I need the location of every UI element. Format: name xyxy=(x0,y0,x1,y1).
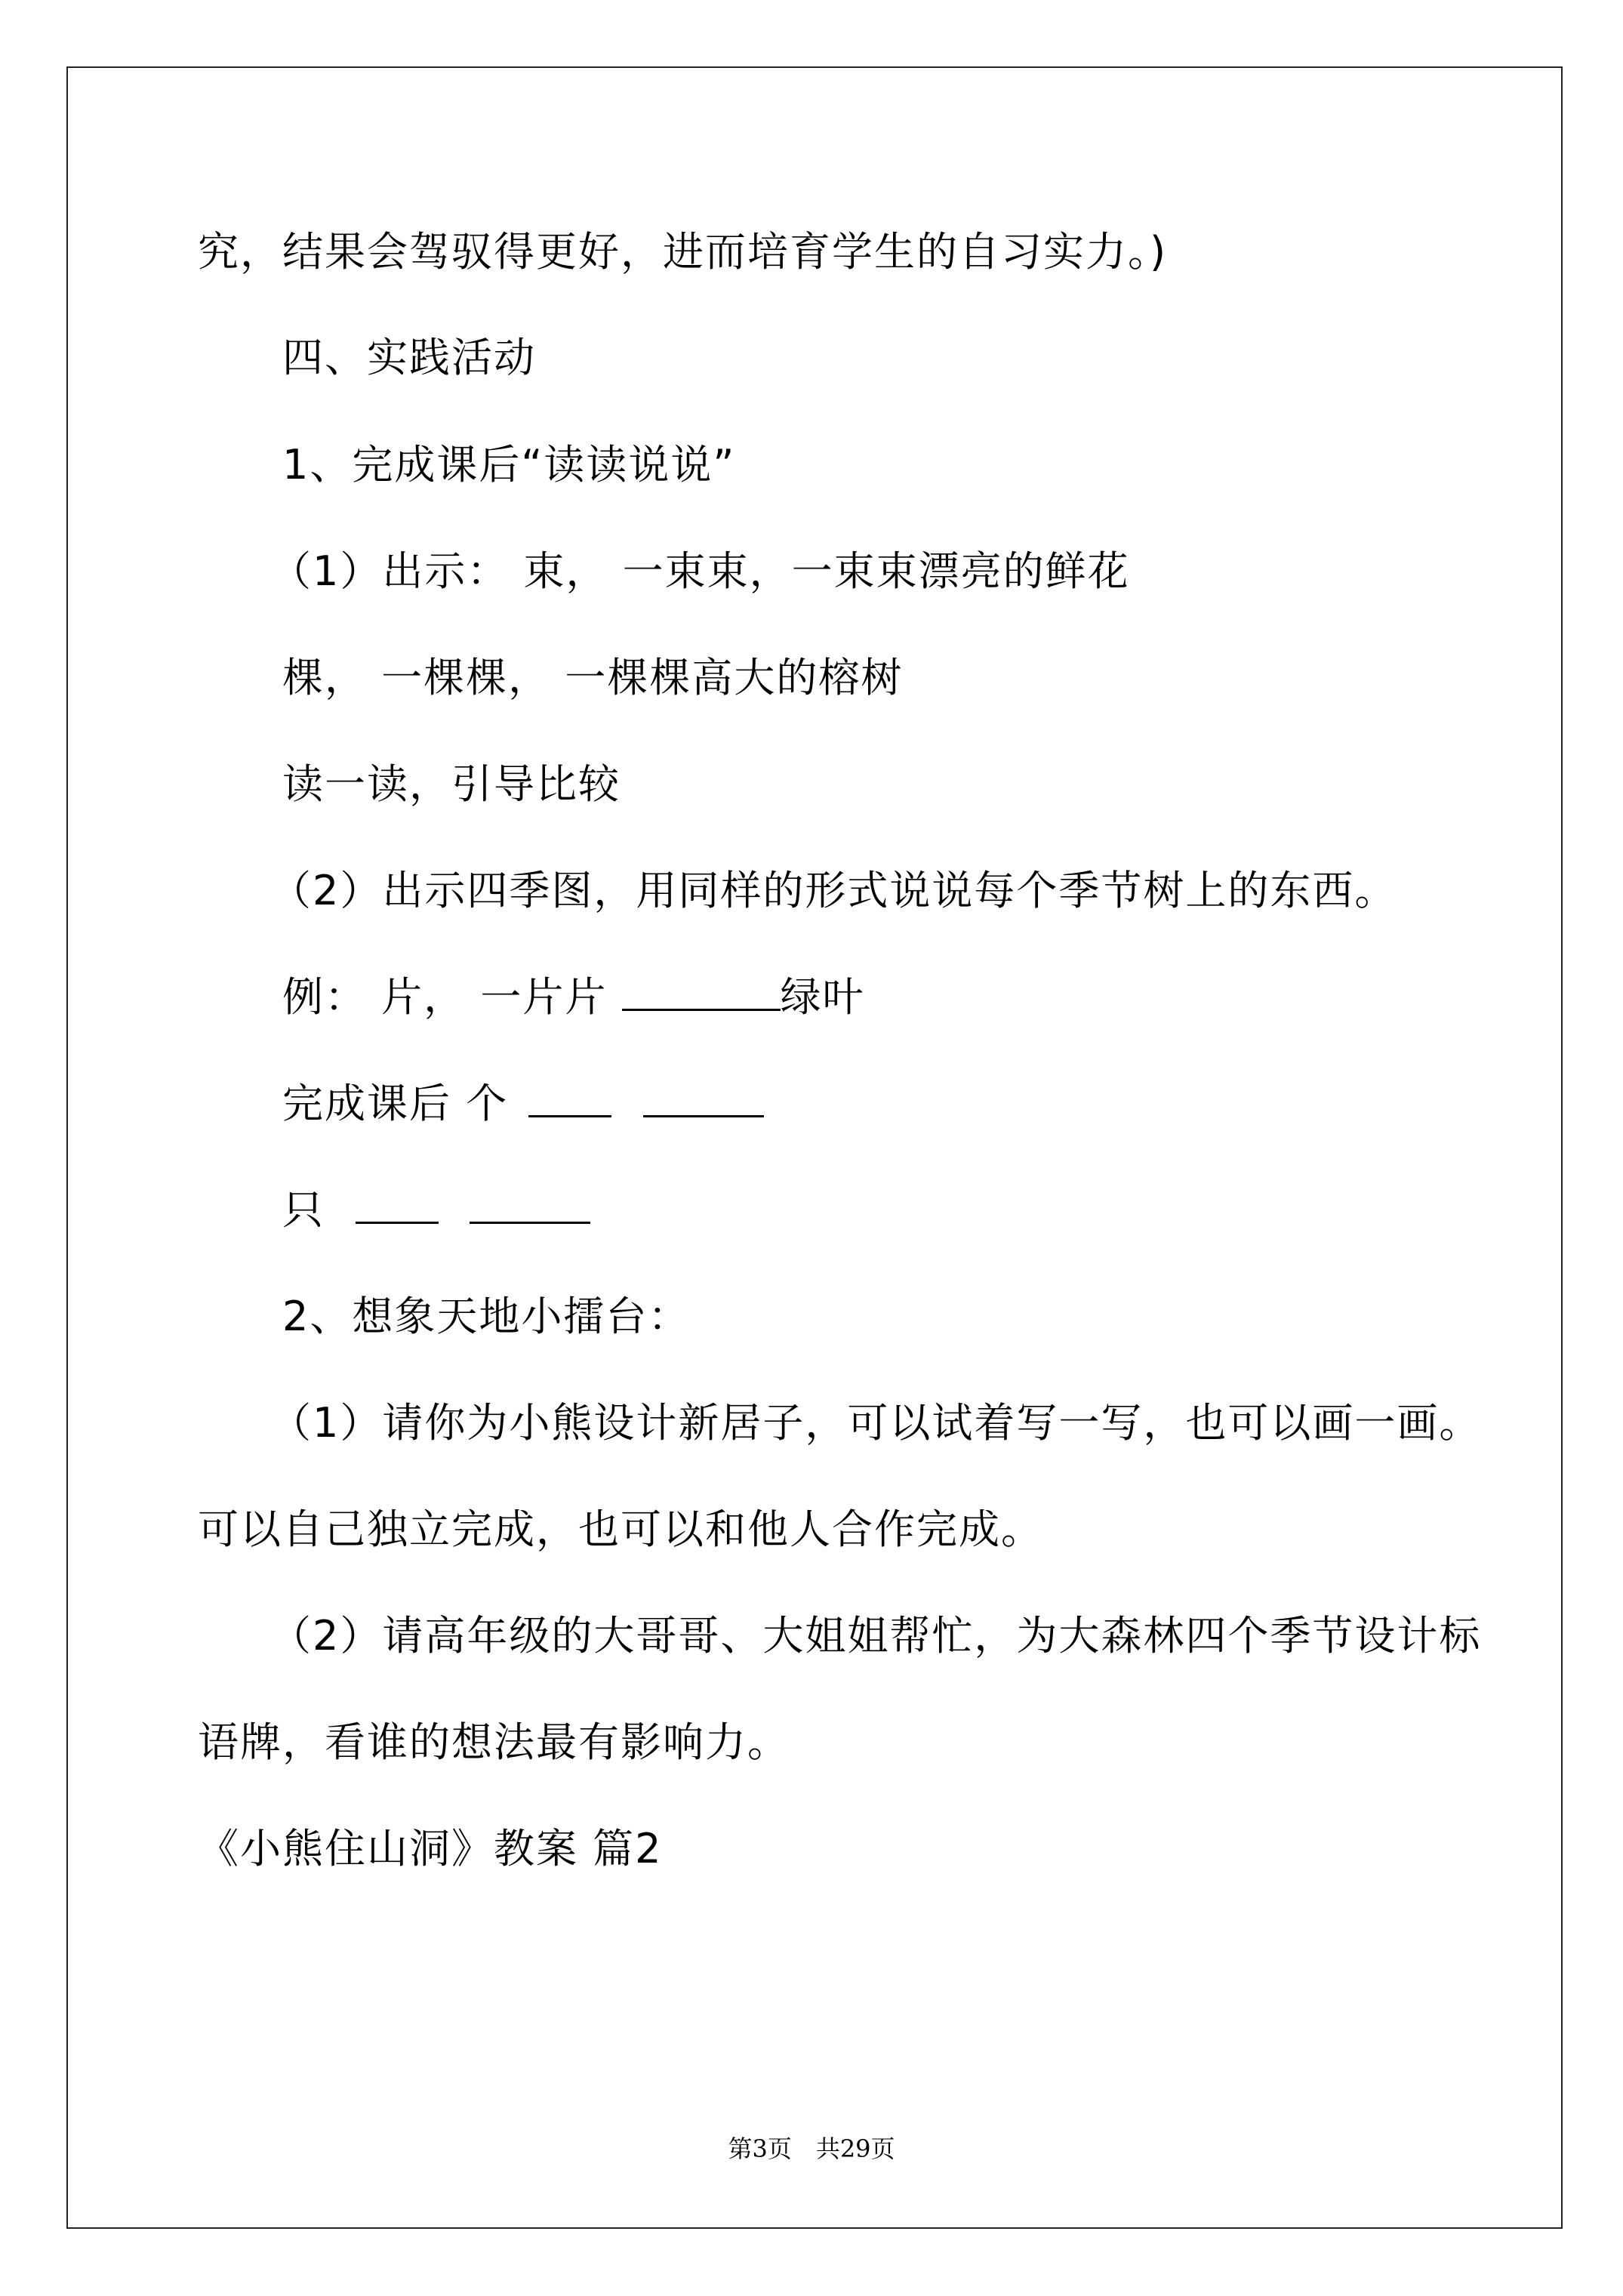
fill-blank xyxy=(622,975,781,1011)
text-line-15: 语牌，看谁的想法最有影响力。 xyxy=(198,1718,790,1766)
fill-blank xyxy=(356,1188,439,1224)
zhi-line xyxy=(282,1186,590,1234)
fill-blank xyxy=(470,1188,590,1224)
text-line-12: （1）请你为小熊设计新居子，可以试着写一写，也可以画一画。 xyxy=(270,1399,1482,1447)
text-line-3: 1、完成课后“读读说说” xyxy=(282,441,736,488)
fill-blank xyxy=(643,1082,764,1117)
zhi-label: 只 xyxy=(282,1186,325,1234)
text-line-4: （1）出示： 束， 一束束，一束束漂亮的鲜花 xyxy=(270,547,1130,595)
example-prefix: 例： 片， 一片片 xyxy=(282,973,622,1021)
text-line-13: 可以自己独立完成，也可以和他人合作完成。 xyxy=(198,1505,1043,1553)
section-heading-practice: 四、实践活动 xyxy=(282,334,536,381)
text-line-14: （2）请高年级的大哥哥、大姐姐帮忙，为大森林四个季节设计标 xyxy=(270,1612,1482,1660)
fill-blank xyxy=(528,1082,611,1117)
text-line-7: （2）出示四季图，用同样的形式说说每个季节树上的东西。 xyxy=(270,867,1397,914)
text-line-1: 究，结果会驾驭得更好，进而培育学生的自习实力。) xyxy=(198,228,1168,276)
text-line-6: 读一读，引导比较 xyxy=(282,760,621,808)
example-line xyxy=(282,973,865,1022)
example-suffix: 绿叶 xyxy=(780,973,865,1021)
text-line-11: 2、想象天地小擂台： xyxy=(282,1293,691,1340)
page-border xyxy=(66,66,1563,2229)
lesson-heading: 《小熊住山洞》教案 篇2 xyxy=(198,1825,663,1872)
text-line-5: 棵， 一棵棵， 一棵棵高大的榕树 xyxy=(282,654,904,701)
complete-line xyxy=(282,1080,764,1128)
page-number-footer: 第3页 共29页 xyxy=(728,2134,895,2163)
complete-label: 完成课后 个 xyxy=(282,1080,509,1127)
